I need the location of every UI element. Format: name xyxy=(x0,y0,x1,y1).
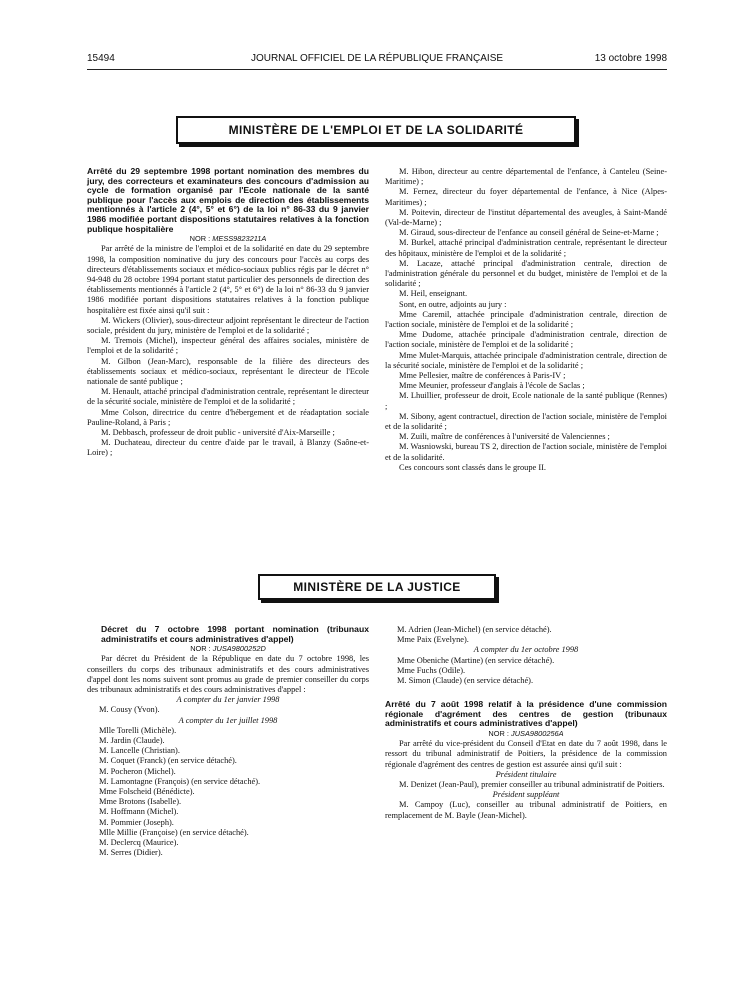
member-entry: M. Gilbon (Jean-Marc), responsable de la filière des directeurs des établissements sociaux et médico-sociaux, représentant le directeur de l'Ecole nationale de santé publique ; xyxy=(87,356,369,386)
name-entry: M. Coquet (Franck) (en service détaché). xyxy=(99,756,237,766)
name-entry: M. Lamontagne (François) (en service détaché). xyxy=(99,776,261,786)
president-titular-heading: Président titulaire xyxy=(495,769,557,779)
member-entry: M. Tremois (Michel), inspecteur général des affaires sociales, ministère de l'emploi et de la solidarité ; xyxy=(87,336,369,356)
member-entry: M. Wickers (Olivier), sous-directeur adjoint représentant le directeur de l'action sociale, président du jury, ministère de l'emploi et de la solidarité ; xyxy=(87,315,369,335)
member-entry: M. Poitevin, directeur de l'institut départemental des aveugles, à Saint-Mandé (Val-de-Marne) ; xyxy=(385,207,667,228)
adjoints-intro: Sont, en outre, adjoints au jury : xyxy=(399,299,507,309)
name-entry: M. Declercq (Maurice). xyxy=(99,838,179,848)
date-heading: A compter du 1er octobre 1998 xyxy=(473,645,579,655)
name-entry: M. Hoffmann (Michel). xyxy=(99,807,179,817)
decret-intro: Par décret du Président de la République en date du 7 octobre 1998, les conseillers du corps des tribunaux administratifs et des cours administratives d'appel dont les noms suivent sont promus au grade de premier conseiller du corps des tribunaux administratifs et des cours administratives d'appel : xyxy=(87,654,369,694)
header-rule xyxy=(87,69,667,70)
name-entry: M. Cousy (Yvon). xyxy=(99,705,160,715)
president-titular-text: M. Denizet (Jean-Paul), premier conseiller au tribunal administratif de Poitiers. xyxy=(399,780,665,790)
member-entry: M. Heil, enseignant. xyxy=(399,289,468,299)
nor-line: NOR : JUSA9800252D xyxy=(190,644,266,654)
page-number: 15494 xyxy=(87,53,115,64)
decret-left-column xyxy=(87,625,369,858)
running-header xyxy=(87,53,667,67)
arrete-commission-intro: Par arrêté du vice-président du Conseil d'Etat en date du 7 août 1998, dans le ressort du tribunal administratif de Poitiers, la présidence de la commission régionale d'agrément des centres de gestion est assurée ainsi qu'il suit : xyxy=(385,739,667,769)
name-entry: Mlle Millie (Françoise) (en service détaché). xyxy=(99,827,249,837)
name-entry: M. Adrien (Jean-Michel) (en service détaché). xyxy=(397,625,552,634)
president-substitute-heading: Président suppléant xyxy=(492,790,560,800)
name-entry: M. Lancelle (Christian). xyxy=(99,746,180,756)
adjoint-entry: Mme Caremil, attachée principale d'administration centrale, direction de l'action sociale, ministère de l'emploi et de la solidarité ; xyxy=(385,309,667,330)
name-entry: Mme Fuchs (Odile). xyxy=(397,665,466,675)
arrete-jury-title: Arrêté du 29 septembre 1998 portant nomination des membres du jury, des correcteurs et examinateurs des concours d'admission au cycle de formation organisé par l'Ecole nationale de la santé publique pour l'accès aux emplois de direction des établissements mentionnés à l'article 2 (4°, 5° et 6°) de la loi n° 86-33 du 9 janvier 1986 modifiée portant dispositions statutaires relatives à la fonction publique hospitalière xyxy=(87,166,369,234)
journal-title: JOURNAL OFFICIEL DE LA RÉPUBLIQUE FRANÇAISE xyxy=(250,53,504,64)
member-entry: M. Debbasch, professeur de droit public - université d'Aix-Marseille ; xyxy=(101,428,335,438)
member-entry: M. Duchateau, directeur du centre d'aide par le travail, à Blanzy (Saône-et-Loire) ; xyxy=(87,438,369,458)
member-entry: M. Burkel, attaché principal d'administration centrale, représentant le directeur des hôpitaux, ministère de l'emploi et de la solidarité ; xyxy=(385,238,667,258)
adjoint-entry: Mme Pellesier, maître de conférences à Paris-IV ; xyxy=(399,371,566,381)
name-entry: M. Pocheron (Michel). xyxy=(99,766,176,776)
president-substitute-text: M. Campoy (Luc), conseiller au tribunal administratif de Poitiers, en remplacement de M. Bayle (Jean-Michel). xyxy=(385,800,667,820)
issue-date: 13 octobre 1998 xyxy=(594,53,667,64)
member-entry: M. Fernez, directeur du foyer départemental de l'enfance, à Nice (Alpes-Maritimes) ; xyxy=(385,187,667,207)
name-entry: Mme Brotons (Isabelle). xyxy=(99,797,182,807)
adjoint-entry: Mme Dudome, attachée principale d'administration centrale, direction de l'action sociale, ministère de l'emploi et de la solidarité ; xyxy=(385,330,667,350)
name-entry: Mme Folscheid (Bénédicte). xyxy=(99,787,195,797)
name-entry: M. Serres (Didier). xyxy=(99,848,163,858)
date-heading: A compter du 1er janvier 1998 xyxy=(176,695,280,705)
member-entry: M. Hibon, directeur au centre départemental de l'enfance, à Canteleu (Seine-Maritime) ; xyxy=(385,167,667,187)
closing-sentence: Ces concours sont classés dans le groupe II. xyxy=(399,462,546,472)
name-entry: Mme Obeniche (Martine) (en service détaché). xyxy=(397,655,555,665)
ministry-heading-justice: MINISTÈRE DE LA JUSTICE xyxy=(258,574,496,600)
adjoint-entry: Mme Mulet-Marquis, attachée principale d'administration centrale, direction de la sécurité sociale, ministère de l'emploi et de la solidarité ; xyxy=(385,350,667,370)
adjoint-entry: M. Lhuillier, professeur de droit, Ecole nationale de la santé publique (Rennes) ; xyxy=(385,391,667,411)
name-entry: M. Pommier (Joseph). xyxy=(99,817,174,827)
justice-right-column xyxy=(385,625,667,821)
adjoint-entry: Mme Meunier, professeur d'anglais à l'école de Saclas ; xyxy=(399,381,585,391)
member-entry: M. Henault, attaché principal d'administration centrale, représentant le directeur de la sécurité sociale, ministère de l'emploi et de la solidarité ; xyxy=(87,387,369,407)
arrete-jury-right-column xyxy=(385,167,667,473)
member-entry: M. Giraud, sous-directeur de l'enfance au conseil général de Seine-et-Marne ; xyxy=(399,228,659,238)
name-entry: M. Simon (Claude) (en service détaché). xyxy=(397,676,534,686)
name-entry: Mme Paix (Evelyne). xyxy=(397,635,469,645)
arrete-jury-left-column xyxy=(87,167,369,459)
adjoint-entry: M. Zuili, maître de conférences à l'université de Valenciennes ; xyxy=(399,432,610,442)
adjoint-entry: M. Wasniowski, bureau TS 2, direction de l'action sociale, ministère de l'emploi et de la solidarité. xyxy=(385,442,667,462)
nor-line: NOR : MESS9823211A xyxy=(189,234,267,244)
date-heading: A compter du 1er juillet 1998 xyxy=(178,715,278,725)
name-entry: Mlle Torelli (Michèle). xyxy=(99,725,177,735)
member-entry: Mme Colson, directrice du centre d'hébergement et de réadaptation sociale Pauline-Roland, à Paris ; xyxy=(87,407,369,427)
decret-title: Décret du 7 octobre 1998 portant nomination (tribunaux administratifs et cours administratives d'appel) xyxy=(101,624,369,644)
nor-line: NOR : JUSA9800256A xyxy=(488,729,564,738)
arrete-commission-title: Arrêté du 7 août 1998 relatif à la présidence d'une commission régionale d'agrément des centres de gestion (tribunaux administratifs et cours administratives d'appel) xyxy=(385,699,667,729)
name-entry: M. Jardin (Claude). xyxy=(99,736,165,746)
member-entry: M. Lacaze, attaché principal d'administration centrale, direction de l'administration générale du personnel et du budget, ministère de l'emploi et de la solidarité ; xyxy=(385,258,667,289)
arrete-jury-intro: Par arrêté de la ministre de l'emploi et de la solidarité en date du 29 septembre 1998, la composition nominative du jury des concours pour l'accès au corps des directeurs d'établissements sociaux et médico-sociaux publics régis par le décret n° 94-948 du 28 octobre 1994 portant statut particulier des personnels de direction des établissements mentionnés à l'article 2 (4°, 5° et 6°) de la loi n° 86-33 du 9 janvier 1986 modifiée portant dispositions statutaires relatives à la fonction publique hospitalière est fixée ainsi qu'il suit : xyxy=(87,244,369,315)
ministry-heading-emploi: MINISTÈRE DE L'EMPLOI ET DE LA SOLIDARITÉ xyxy=(176,116,576,144)
adjoint-entry: M. Sibony, agent contractuel, direction de l'action sociale, ministère de l'emploi et de la solidarité ; xyxy=(385,411,667,432)
